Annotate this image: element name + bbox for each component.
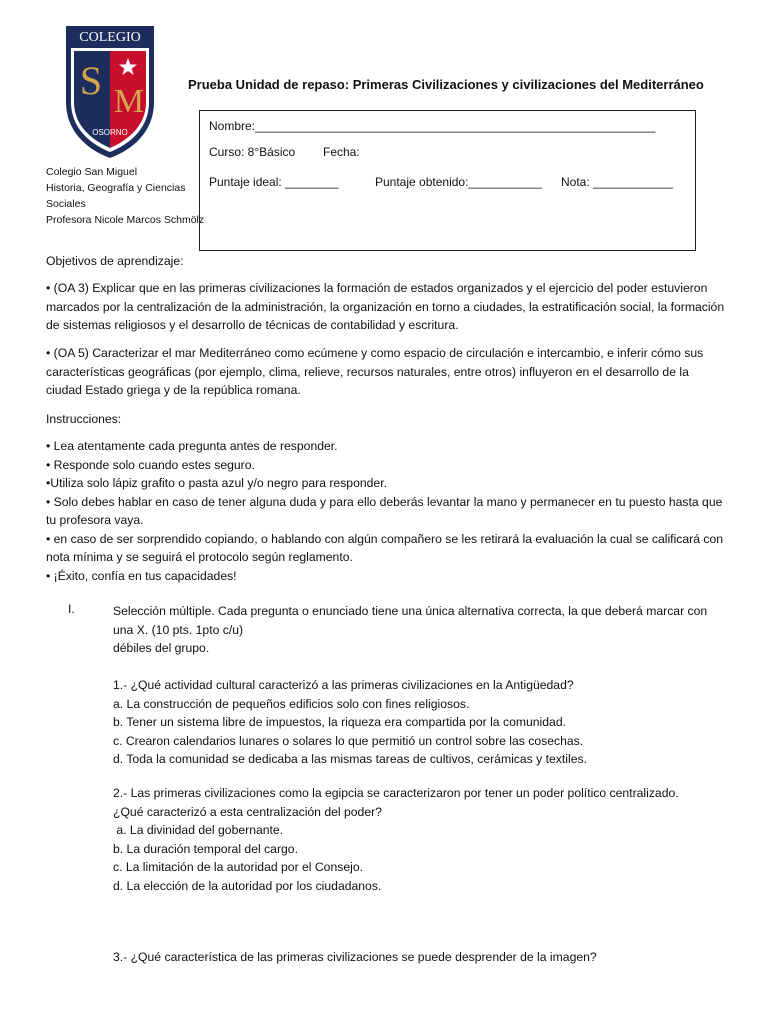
school-info [46, 164, 205, 228]
test-title: Prueba Unidad de repaso: Primeras Civilizaciones y civilizaciones del Mediterráneo [188, 77, 704, 92]
instruction-item: • Solo debes hablar en caso de tener alguna duda y para ello deberás levantar la mano y permanecer en tu puesto hasta que tu profesora vaya. [46, 494, 723, 527]
question-3 [113, 948, 733, 967]
puntaje-ideal-field[interactable]: Puntaje ideal: ________ [209, 175, 339, 189]
section-description [113, 602, 713, 658]
crest-bottom-text: OSORNO [92, 128, 128, 137]
school-name: Colegio San Miguel [46, 166, 138, 178]
answer-option[interactable]: a. La construcción de pequeños edificios solo con fines religiosos. [113, 696, 470, 711]
crest-top-text: COLEGIO [79, 30, 141, 45]
answer-option[interactable]: c. La limitación de la autoridad por el Consejo. [113, 860, 363, 874]
answer-option[interactable]: c. Crearon calendarios lunares o solares lo que permitió un control sobre las cosechas. [113, 733, 584, 748]
section-instructions: Selección múltiple. Cada pregunta o enunciado tiene una única alternativa correcta, la que deberá marcar con una X. (10 pts. 1pto c/u) [113, 604, 708, 637]
puntaje-obtenido-field[interactable]: Puntaje obtenido:___________ [375, 175, 542, 189]
instruction-item: • Responde solo cuando estes seguro. [46, 457, 255, 472]
instruction-item: • ¡Éxito, confía en tus capacidades! [46, 568, 237, 583]
school-crest-logo [62, 24, 158, 160]
answer-option[interactable]: d. Toda la comunidad se dedicaba a las mismas tareas de cultivos, cerámicas y textiles. [113, 752, 587, 766]
subject-line-1: Historia, Geografía y Ciencias [46, 182, 186, 194]
student-info-box [199, 110, 696, 251]
answer-option[interactable]: a. La divinidad del gobernante. [113, 823, 284, 837]
instructions-list [46, 437, 726, 585]
instructions-heading: Instrucciones: [46, 412, 122, 426]
objectives-heading: Objetivos de aprendizaje: [46, 254, 184, 268]
objective-oa3: • (OA 3) Explicar que en las primeras civilizaciones la formación de estados organizados y el ejercicio del poder estuvieron marcados por la centralización de la administración, la organización en torno a ciudades, la estratificación social, la formación de sistemas religiosos y el desarrollo de técnicas de contabilidad y escritura. [46, 281, 725, 332]
question-stem: 2.- Las primeras civilizaciones como la egipcia se caracterizaron por tener un poder político centralizado. [113, 786, 679, 800]
fecha-field[interactable]: Fecha: [323, 145, 360, 159]
nombre-field[interactable]: Nombre:____________________________________________________________ [209, 119, 656, 133]
section-number: I. [68, 602, 75, 616]
answer-option[interactable]: b. Tener un sistema libre de impuestos, la riqueza era compartida por la comunidad. [113, 715, 566, 729]
crest-letter-s: S [79, 58, 103, 103]
nota-field[interactable]: Nota: ____________ [561, 175, 674, 189]
answer-option[interactable]: d. La elección de la autoridad por los ciudadanos. [113, 878, 382, 893]
question-stem: 3.- ¿Qué característica de las primeras civilizaciones se puede desprender de la imagen? [113, 950, 597, 964]
question-2 [113, 784, 733, 895]
answer-option[interactable]: b. La duración temporal del cargo. [113, 841, 298, 856]
question-1 [113, 676, 733, 769]
question-stem-continued: ¿Qué caracterizó a esta centralización del poder? [113, 804, 382, 819]
instruction-item: • Lea atentamente cada pregunta antes de responder. [46, 439, 338, 453]
crest-letter-m: M [113, 83, 145, 120]
teacher-name: Profesora Nicole Marcos Schmölz [46, 214, 205, 226]
curso-field: Curso: 8°Básico [209, 145, 296, 159]
objective-oa5: • (OA 5) Caracterizar el mar Mediterráneo como ecúmene y como espacio de circulación e intercambio, e inferir cómo sus características geográficas (por ejemplo, clima, relieve, recursos naturales, entre otros) influyeron en el desarrollo de la ciudad Estado griega y de la república romana. [46, 346, 704, 397]
section-extra-text: débiles del grupo. [113, 641, 210, 655]
subject-line-2: Sociales [46, 198, 86, 210]
question-stem: 1.- ¿Qué actividad cultural caracterizó a las primeras civilizaciones en la Antigüedad? [113, 678, 574, 692]
instruction-item: •Utiliza solo lápiz grafito o pasta azul y/o negro para responder. [46, 476, 387, 490]
instruction-item: • en caso de ser sorprendido copiando, o hablando con algún compañero se les retirará la evaluación la cual se calificará con nota mínima y se seguirá el protocolo según reglamento. [46, 531, 724, 564]
